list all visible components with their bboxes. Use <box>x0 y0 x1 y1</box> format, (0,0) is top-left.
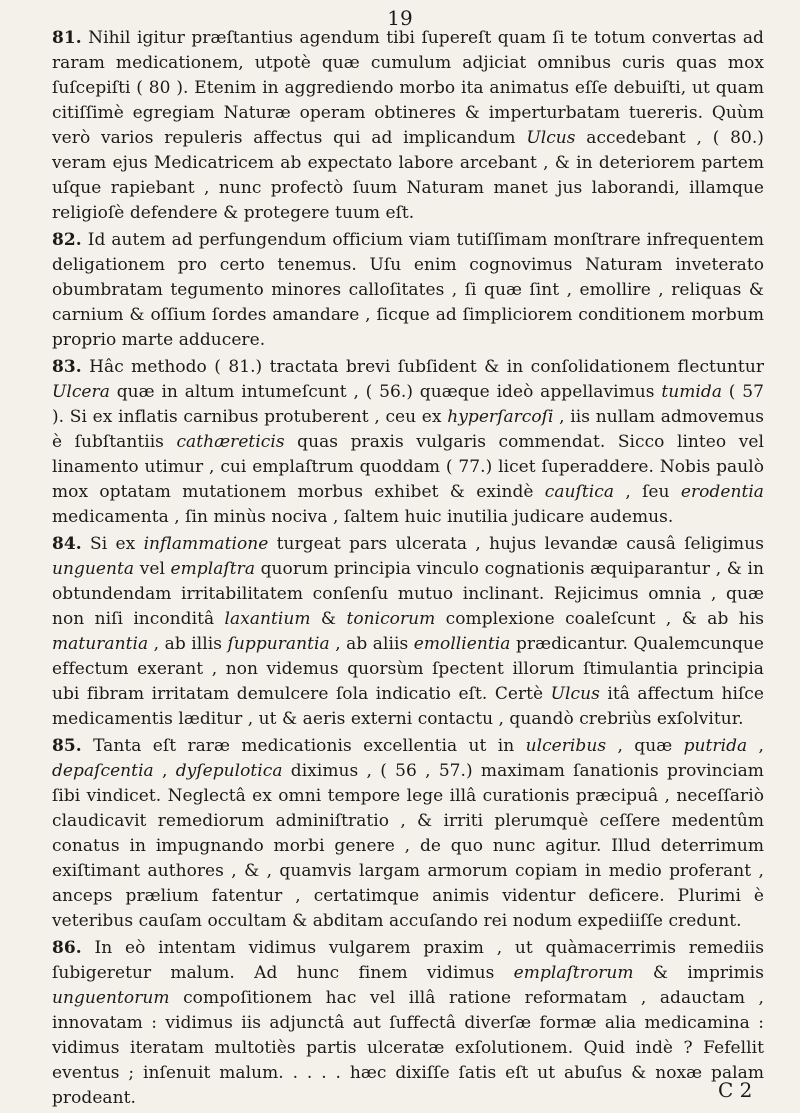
italic-term: depaſcentia <box>52 761 154 781</box>
italic-term: cauſtica <box>544 482 615 502</box>
signature-mark: C 2 <box>718 1078 753 1102</box>
paragraph <box>52 734 764 934</box>
paragraph-number: 84. <box>52 534 82 554</box>
text-segment: , ab aliis <box>329 634 414 654</box>
italic-term: inflammatione <box>143 534 269 554</box>
text-segment: In eò intentam vidimus vulgarem praxim , ut quàmacerrimis remediis ſubigeretur malum. Ad hunc finem vidimus <box>52 938 764 983</box>
text-segment: , ab illis <box>148 634 228 654</box>
italic-term: emplaſtra <box>170 559 256 579</box>
text-segment: & <box>310 609 347 629</box>
text-segment: medicamenta , ſin minùs nociva , ſaltem huic inutilia judicare audemus. <box>52 507 674 527</box>
italic-term: Ulcera <box>52 382 110 402</box>
text-segment: , <box>153 761 176 781</box>
text-segment: , <box>747 736 764 756</box>
italic-term: hyperſarcoſi <box>447 407 554 427</box>
text-segment: Si ex <box>81 534 144 554</box>
italic-term: putrida <box>683 736 748 756</box>
italic-term: tonicorum <box>346 609 436 629</box>
text-segment: compoſitionem hac vel illâ ratione reformatam , adauctam , innovatam : vidimus iis adjunctâ aut ſuffectâ diverſæ formæ alia medicamina : vidimus iteratam multotiès partis ulceratæ exſolutionem. Quid indè ? Fefellit eventus ; inſenuit malum. . . . . hæc dixiſſe ſatis eſt ut abuſus & noxæ palam prodeant. <box>52 988 764 1108</box>
text-segment: ( 57 ). Si ex inflatis carnibus protuberent , ceu ex <box>52 382 764 427</box>
paragraph <box>52 532 764 732</box>
italic-term: erodentia <box>680 482 764 502</box>
text-segment: diximus , ( 56 , 57.) maximam ſanationis provinciam ſibi vindicet. Neglectâ ex omni tempore lege illâ curationis præcipuâ , neceſſariò claudicavit remediorum adminiſtratio , & irriti plerumquè ceſſere medentûm conatus in impugnando morbi genere , de quo nunc agitur. Illud deterrimum exiſtimant authores , & , quamvis largam armorum copiam in medio proferant , anceps prælium fatentur , certatimque animis videntur deficere. Plurimi è veteribus cauſam occultam & abditam accuſando rei nodum expediiſſe credunt. <box>52 761 764 931</box>
paragraph <box>52 228 764 353</box>
italic-term: unguentorum <box>52 988 170 1008</box>
text-segment: , iis nullam admovemus è ſubſtantiis <box>52 407 764 452</box>
text-segment: vel <box>134 559 171 579</box>
text-segment: , quæ <box>606 736 684 756</box>
text-segment: Nihil igitur præſtantius agendum tibi ſupereſt quam ſi te totum convertas ad raram medicationem, utpotè quæ cumulum adjiciat omnibus curis quas mox ſuſcepiſti ( 80 ). Etenim in aggrediendo morbo ita animatus eſſe debuiſti, ut quam citiſſimè egregiam Naturæ operam obtineres & imperturbatam tuereris. Quùm verò varios repuleris affectus qui ad implicandum <box>52 28 764 148</box>
paragraph <box>52 355 764 530</box>
italic-term: Ulcus <box>526 128 576 148</box>
italic-term: emplaſtrorum <box>513 963 634 983</box>
text-segment: itâ affectum hiſce medicamentis læditur , ut & aeris externi contactu , quandò crebriùs exſolvitur. <box>52 684 764 729</box>
paragraph <box>52 936 764 1111</box>
text-segment: quæ in altum intumeſcunt , ( 56.) quæque ideò appellavimus <box>109 382 662 402</box>
italic-term: ulceribus <box>525 736 607 756</box>
text-segment: , ſeu <box>614 482 681 502</box>
italic-term: tumida <box>661 382 723 402</box>
italic-term: maturantia <box>52 634 149 654</box>
paragraph-number: 83. <box>52 357 82 377</box>
paragraph-number: 82. <box>52 230 82 250</box>
italic-term: cathæreticis <box>176 432 285 452</box>
text-segment: complexione coaleſcunt , & ab his <box>435 609 764 629</box>
paragraph-number: 81. <box>52 28 82 48</box>
text-segment: prædicantur. Qualemcunque effectum exerant , non videmus quorsùm ſpectent illorum ſtimulantia principia ubi fibram irritatam demulcere ſola indicatio eſt. Certè <box>52 634 764 704</box>
text-segment: turgeat pars ulcerata , hujus levandæ causâ ſeligimus <box>268 534 765 554</box>
text-segment: Hâc methodo ( 81.) tractata brevi ſubſident & in conſolidationem flectuntur <box>81 357 764 377</box>
text-segment: & imprimis <box>633 963 764 983</box>
italic-term: emollientia <box>413 634 511 654</box>
italic-term: Ulcus <box>550 684 600 704</box>
paragraph <box>52 26 764 226</box>
text-segment: quorum principia vinculo cognationis æquiparantur , & in obtundendam irritabilitatem conſenſu mutuo inclinant. Rejicimus omnia , quæ non niſi inconditâ <box>52 559 764 629</box>
italic-term: ſuppurantia <box>227 634 330 654</box>
text-segment: quas praxis vulgaris commendat. Sicco linteo vel linamento utimur , cui emplaſtrum quoddam ( 77.) licet ſuperaddere. Nobis paulò mox optatam mutationem morbus exhibet & exindè <box>52 432 764 502</box>
italic-term: dyſepulotica <box>175 761 283 781</box>
paragraph-number: 85. <box>52 736 82 756</box>
italic-term: laxantium <box>224 609 311 629</box>
text-segment: Id autem ad perfungendum officium viam tutiſſimam monſtrare infrequentem deligationem pro certo tenemus. Uſu enim cognovimus Naturam inveterato obumbratam tegumento minores calloſitates , ſi quæ ſint , emollire , reliquas & carnium & oſſium ſordes amandare , ſicque ad ſimpliciorem conditionem morbum proprio marte adducere. <box>52 230 764 350</box>
paragraph-number: 86. <box>52 938 82 958</box>
page-number: 19 <box>387 6 413 30</box>
italic-term: unguenta <box>52 559 135 579</box>
text-segment: accedebant , ( 80.) veram ejus Medicatricem ab expectato labore arcebant , & in deteriorem partem uſque rapiebant , nunc profectò ſuum Naturam manet jus laborandi, illamque religioſè defendere & protegere tuum eſt. <box>52 128 764 223</box>
document-body <box>52 26 764 1113</box>
text-segment: Tanta eſt raræ medicationis excellentia ut in <box>81 736 526 756</box>
